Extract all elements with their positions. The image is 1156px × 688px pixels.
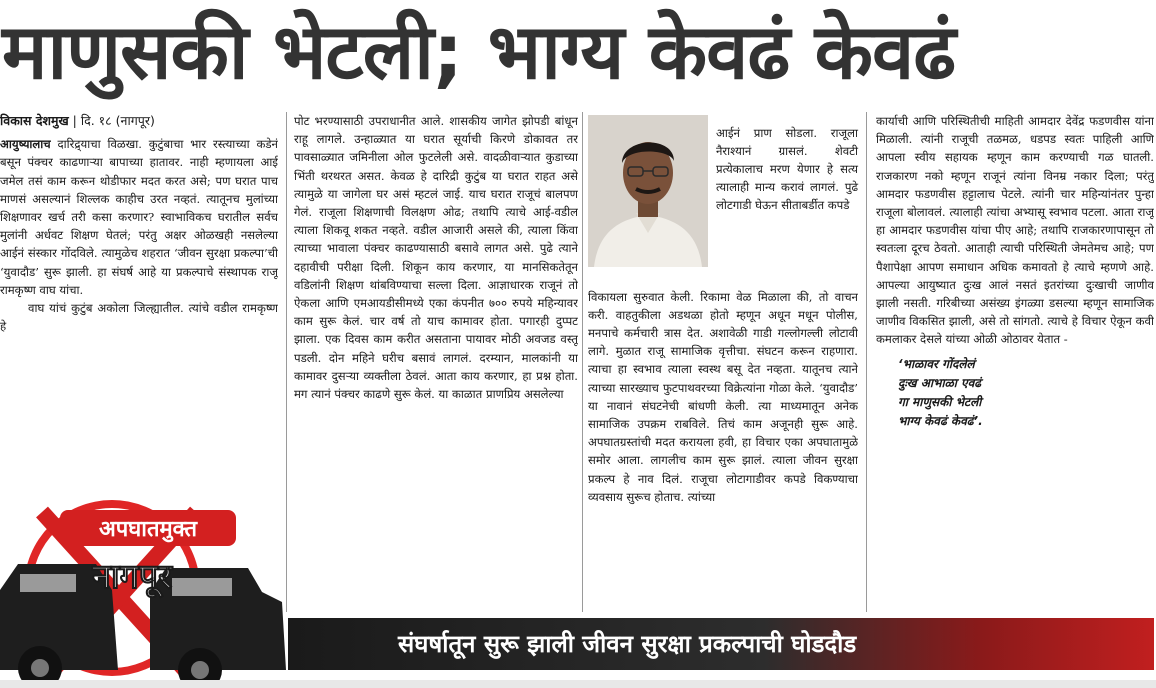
- article-column-4: [876, 112, 1154, 614]
- page-headline: माणुसकी भेटली; भाग्य केवढं केवढं: [2, 7, 956, 96]
- article-column-1: [0, 112, 278, 472]
- bottom-banner: संघर्षातून सुरू झाली जीवन सुरक्षा प्रकल्पाची घोडदौड: [288, 618, 1154, 670]
- logo-line-1: अपघातमुक्त: [98, 517, 198, 542]
- column-divider: [582, 112, 583, 612]
- article-column-2: [294, 112, 578, 614]
- paragraph: [0, 135, 278, 299]
- byline-separator: |: [72, 113, 77, 128]
- poem-line: ‘भाळावर गोंदलेलं: [898, 356, 975, 371]
- column-divider: [866, 112, 867, 612]
- paragraph-text: वाघ यांचं कुटुंब अकोला जिल्ह्यातील. त्यांचे वडील रामकृष्ण हे: [0, 301, 278, 334]
- paragraph-text: विकायला सुरुवात केली. रिकामा वेळ मिळाला की, तो वाचन करी. वाहतुकीला अडथळा होतो म्हणून अधून मधून पोलीस, मनपाचे कर्मचारी त्रास देत. अशावेळी गाडी गल्लोगल्ली लोटावी लागे. मुळात राजू सामाजिक वृत्तीचा. संघटन करून राहणारा. त्याचा हा स्वभाव त्याला स्वस्थ बसू देत नव्हता. यातूनच त्याने त्याच्या सारख्याच फुटपाथवरच्या विक्रेत्यांना गोळा केले. ‘युवादौड’ या नावानं संघटनेची बांधणी केली. त्या माध्यमातून अनेक सामाजिक उपक्रम राबविले. तिचं काम अजूनही सुरू आहे. अपघातग्रस्तांची मदत करायला हवी, हा विचार एका अपघातामुळे समोर आला. लागलीच काम सुरू झालं. त्याला जीवन सुरक्षा प्रकल्प हे नाव दिलं. राजूचा लोटागाडीवर कपडे विकण्याचा व्यवसाय सुरूच होताच. त्यांच्या: [588, 289, 858, 504]
- paragraph-text: कार्याची आणि परिस्थितीची माहिती आमदार देवेंद्र फडणवीस यांना मिळाली. त्यांनी राजूची तळमळ, धडपड स्वतः पाहिली आणि आपला स्वीय सहायक म्हणून काम करण्याची गळ घातली. राजकारण नको म्हणून राजूनं त्यांना विनम्र नकार दिला; परंतु आमदार फडणवीस हट्टालाच पेटले. त्यांनी चार महिन्यांनंतर पुन्हा राजूला बोलावलं. त्यालाही त्यांचा अभ्यासू स्वभाव पटला. आता राजू हा आमदार फडणवीस यांचा पीए आहे; तथापि राजकारणापासून तो स्वतःला दूरच ठेवतो. आताही त्याची परिस्थिती जेमतेमच आहे; पण पैशापेक्षा आपण समाधान अधिक कमावतो हे त्याचे म्हणणे आहे. आपल्या आयुष्यात दुःख आलं नसतं इतरांच्या दुःखाची जाणीव झाली नसती. गरिबीच्या असंख्य इंगळ्या डसल्या म्हणून सामाजिक जाणीव विकसित झाली, असे तो सांगतो. त्याचे हे विचार ऐकून कवी कमलाकर देसले यांच्या ओळी ओठावर येतात -: [876, 114, 1154, 347]
- logo-line-2: नागपूर: [91, 557, 173, 597]
- dateline: दि. १८ (नागपूर): [80, 113, 155, 128]
- poem-line: भाग्य केवढं केवढं’.: [898, 413, 983, 428]
- paragraph-text: दारिद्र्याचा विळखा. कुटुंबाचा भार रस्त्याच्या कडेनं बसून पंक्चर काढणाऱ्या बापाच्या हातावर. नाही म्हणायला आई जमेल तसं काम करून थोडीफार मदत करत असे; पण घरात पाच माणसं असल्यानं शिल्लक काहीच उरत नव्हतं. त्यातूनच मुलांच्या शिक्षणावर खर्च तरी कसा करणार? स्वाभाविकच घरातील सर्वच मुलांनी अर्धवट शिक्षण घेतलं; परंतु अक्षर ओळखही नसलेल्या आईनं संस्कार गोंदविले. त्यामुळेच शहरात ‘जीवन सुरक्षा प्रकल्पा’ची ‘युवादौड’ सुरू झाली. हा संघर्ष आहे या प्रकल्पाचे संस्थापक राजू रामकृष्ण वाघ यांचा.: [0, 137, 278, 297]
- portrait-photo: [588, 115, 708, 267]
- logo-graphic: [0, 470, 300, 688]
- paragraph-text: पोट भरण्यासाठी उपराधानीत आले. शासकीय जागेत झोपडी बांधून राहू लागले. उन्हाळ्यात या घरात सूर्याची किरणे डोकावत तर पावसाळ्यात जमिनीला ओल फुटलेली असे. वादळीवाऱ्यात कुडाच्या भिंती थरथरत असत. केवळ हे दारिद्री कुटुंब या घरात राहत असे त्यामुळे या जागेला घर असं म्हटलं जाई. याच घरात राजूचं बालपण गेलं. राजूला शिक्षणाची विलक्षण ओढ; तथापि त्याचे आई-वडील त्याला शिकवू शकत नव्हते. वडील आजारी असले की, त्याला किंवा त्याच्या भावाला पंक्चर काढण्यासाठी बसावे लागत असे. पुढे त्याने दहावीची परीक्षा दिली. शिकून काय करणार, या मानसिकतेतून वडिलांनी शिक्षण थांबविण्याचा सल्ला दिला. आज्ञाधारक राजूनं तो ऐकला आणि एमआयडीसीमध्ये एका कंपनीत ७०० रुपये महिन्यावर काम सुरू केलं. चार वर्ष तो याच कामावर होता. पगारही दुप्पट झाला. एक दिवस काम करीत असताना पायावर मोठी अवजड वस्तू पडली. दोन महिने घरीच बसावं लागलं. दरम्यान, मालकांनी या कामावर दुसऱ्या व्यक्तीला ठेवलं. आता काय करणार, हा प्रश्न होता. मग त्यानं पंक्चर काढणे सुरू केलं. या काळात प्राणप्रिय असलेल्या: [294, 114, 578, 402]
- portrait-image: [588, 115, 708, 267]
- byline: [0, 112, 278, 130]
- paragraph-text: आईनं प्राण सोडला. राजूला नैराश्यानं ग्रासलं. शेवटी प्रत्येकालाच मरण येणार हे सत्य त्यालाही मान्य करावं लागलं. पुढे लोटगाडी घेऊन सीताबर्डीत कपडे: [716, 125, 858, 213]
- poem-line: गा माणुसकी भेटली: [898, 394, 982, 409]
- author-name: विकास देशमुख: [0, 113, 69, 128]
- wheel-hub: [31, 659, 49, 677]
- article-column-3-top: [716, 112, 858, 226]
- article-column-3-bottom: [588, 276, 858, 614]
- car-window: [20, 574, 76, 592]
- poem-line: दुःख आभाळा एवढं: [898, 375, 982, 390]
- poem-quote: [876, 355, 1154, 431]
- wheel-hub: [191, 661, 209, 679]
- page-bottom-strip: [0, 680, 1156, 688]
- campaign-logo: [0, 470, 300, 688]
- lead-word: आयुष्यालाच: [0, 137, 51, 152]
- car-window: [172, 578, 232, 596]
